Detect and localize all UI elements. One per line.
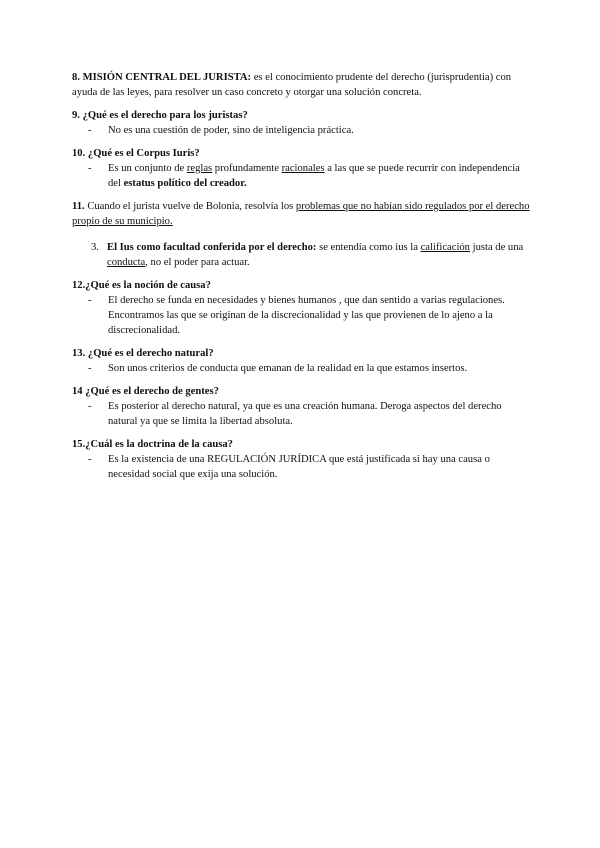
text-run: Cuando el jurista vuelve de Bolonia, resolvía los — [84, 201, 296, 212]
section-12 — [72, 278, 532, 338]
section-12-title: 12.¿Qué es la noción de causa? — [72, 280, 211, 291]
section-8-title: 8. MISIÓN CENTRAL DEL JURISTA: — [72, 72, 252, 83]
underlined-reglas: reglas — [186, 163, 213, 174]
bold-estatus: estatus político del creador. — [123, 178, 247, 189]
section-9 — [72, 108, 532, 138]
list-item — [88, 399, 532, 429]
section-15-title: 15.¿Cuál es la doctrina de la causa? — [72, 439, 233, 450]
section-3-number: 3. — [91, 242, 99, 253]
bullet-dash: - — [88, 295, 92, 306]
section-11-number: 11. — [72, 201, 85, 212]
text-run: Es un conjunto de — [108, 163, 187, 174]
underlined-problemas: problemas que no habían sido regulados por el derecho propio de su municipio. — [72, 201, 530, 227]
bullet-dash: - — [88, 454, 92, 465]
text-run: se entendía como ius la — [316, 242, 421, 253]
section-14-title: 14 ¿Qué es el derecho de gentes? — [72, 386, 219, 397]
section-9-title: 9. ¿Qué es el derecho para los juristas? — [72, 110, 248, 121]
section-10-title: 10. ¿Qué es el Corpus Iuris? — [72, 148, 200, 159]
section-3-text — [107, 240, 532, 270]
section-13 — [72, 346, 532, 376]
section-8-text: es el conocimiento prudente del derecho (jurisprudentia) con ayuda de las leyes, para resolver un caso concreto y otorgar una solución concreta. — [72, 72, 512, 98]
section-14 — [72, 384, 532, 429]
text-run: profundamente — [212, 163, 282, 174]
section-10 — [72, 146, 532, 191]
text-run: a las que se puede recurrir con independencia del — [108, 163, 520, 189]
section-14-item: Es posterior al derecho natural, ya que es una creación humana. Deroga aspectos del derecho natural ya que se limita la libertad absoluta. — [108, 401, 502, 427]
underlined-conducta: conducta — [107, 257, 146, 268]
section-9-item: No es una cuestión de poder, sino de inteligencia práctica. — [108, 125, 354, 136]
list-item — [88, 293, 532, 338]
section-13-item: Son unos criterios de conducta que emanan de la realidad en la que estamos insertos. — [108, 363, 468, 374]
underlined-calificacion: calificación — [420, 242, 470, 253]
underlined-racionales: racionales — [281, 163, 325, 174]
section-15-item: Es la existencia de una REGULACIÓN JURÍDICA que está justificada si hay una causa o necesidad social que exija una solución. — [108, 454, 490, 480]
section-15 — [72, 437, 532, 482]
document-content — [72, 70, 532, 490]
list-item — [88, 123, 532, 138]
section-11 — [72, 199, 532, 229]
list-item — [88, 452, 532, 482]
section-12-item: El derecho se funda en necesidades y bienes humanos , que dan sentido a varias regulaciones. Encontramos las que se originan de la discrecionalidad y las que provienen de lo ajeno a la discrecionalidad. — [108, 295, 505, 336]
bold-ius: El Ius como facultad conferida por el derecho: — [107, 242, 317, 253]
section-8 — [72, 70, 532, 100]
bullet-dash: - — [88, 363, 92, 374]
section-10-item — [108, 161, 532, 191]
bullet-dash: - — [88, 401, 92, 412]
text-run: , no el poder para actuar. — [145, 257, 250, 268]
bullet-dash: - — [88, 125, 92, 136]
bullet-dash: - — [88, 163, 92, 174]
list-item — [88, 361, 532, 376]
section-13-title: 13. ¿Qué es el derecho natural? — [72, 348, 214, 359]
list-item — [88, 161, 532, 191]
text-run: justa de una — [469, 242, 524, 253]
section-3 — [91, 240, 532, 270]
